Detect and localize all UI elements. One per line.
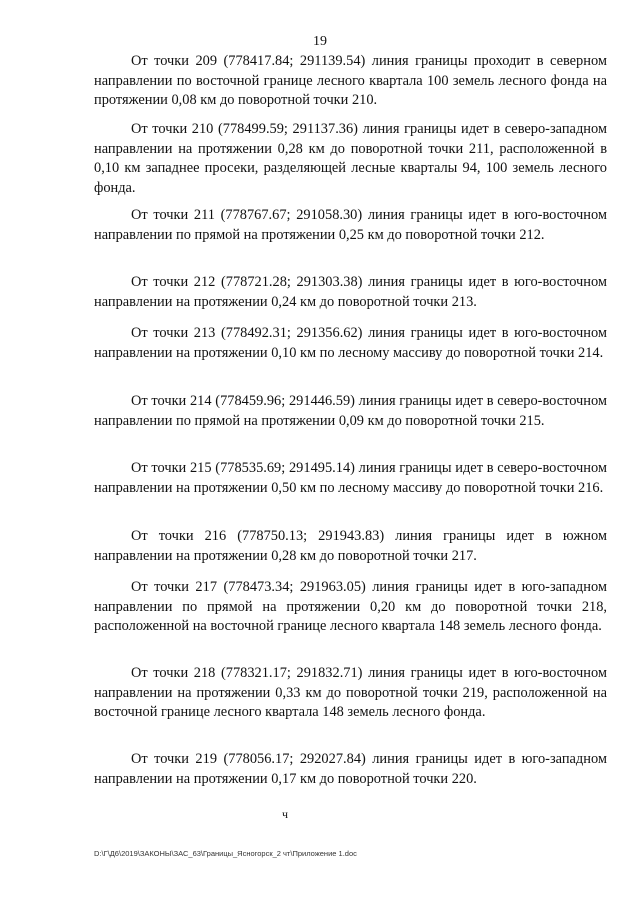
paragraph-point-215: От точки 215 (778535.69; 291495.14) линия границы идет в северо-восточном направлении на протяжении 0,50 км по лесному массиву до поворотной точки 216. [94, 460, 607, 496]
file-path-footer: D:\Г\Д6\2019\ЗАКОНЫ\ЗАС_63\Границы_Ясногорск_2 чт\Приложение 1.doc [94, 849, 357, 858]
paragraph-point-213: От точки 213 (778492.31; 291356.62) линия границы идет в юго-восточном направлении на протяжении 0,10 км по лесному массиву до поворотной точки 214. [94, 325, 607, 361]
paragraph-point-210: От точки 210 (778499.59; 291137.36) линия границы идет в северо-западном направлении на протяжении 0,28 км до поворотной точки 211, расположенной в 0,10 км западнее просеки, разделяющей лесные кварталы 94, 100 земель лесного фонда. [94, 121, 607, 196]
paragraph-point-218: От точки 218 (778321.17; 291832.71) линия границы идет в юго-восточном направлении на протяжении 0,33 км до поворотной точки 219, расположенной на восточной границе лесного квартала 148 земель лесного фонда. [94, 665, 607, 721]
stray-mark: ч [282, 807, 289, 821]
paragraph-point-211: От точки 211 (778767.67; 291058.30) линия границы идет в юго-восточном направлении по прямой на протяжении 0,25 км до поворотной точки 212. [94, 207, 607, 243]
paragraph-point-216: От точки 216 (778750.13; 291943.83) линия границы идет в южном направлении на протяжении 0,28 км до поворотной точки 217. [94, 528, 607, 564]
paragraph-point-217: От точки 217 (778473.34; 291963.05) линия границы идет в юго-западном направлении по прямой на протяжении 0,20 км до поворотной точки 218, расположенной на восточной границе лесного квартала 148 земель лесного фонда. [94, 579, 607, 635]
paragraph-point-219: От точки 219 (778056.17; 292027.84) линия границы идет в юго-западном направлении на протяжении 0,17 км до поворотной точки 220. [94, 751, 607, 787]
paragraph-point-212: От точки 212 (778721.28; 291303.38) линия границы идет в юго-восточном направлении на протяжении 0,24 км до поворотной точки 213. [94, 274, 607, 310]
page-number: 19 [313, 34, 327, 49]
paragraph-point-209: От точки 209 (778417.84; 291139.54) линия границы проходит в северном направлении по восточной границе лесного квартала 100 земель лесного фонда на протяжении 0,08 км до поворотной точки 210. [94, 53, 607, 109]
paragraph-point-214: От точки 214 (778459.96; 291446.59) линия границы идет в северо-восточном направлении по прямой на протяжении 0,09 км до поворотной точки 215. [94, 393, 607, 429]
